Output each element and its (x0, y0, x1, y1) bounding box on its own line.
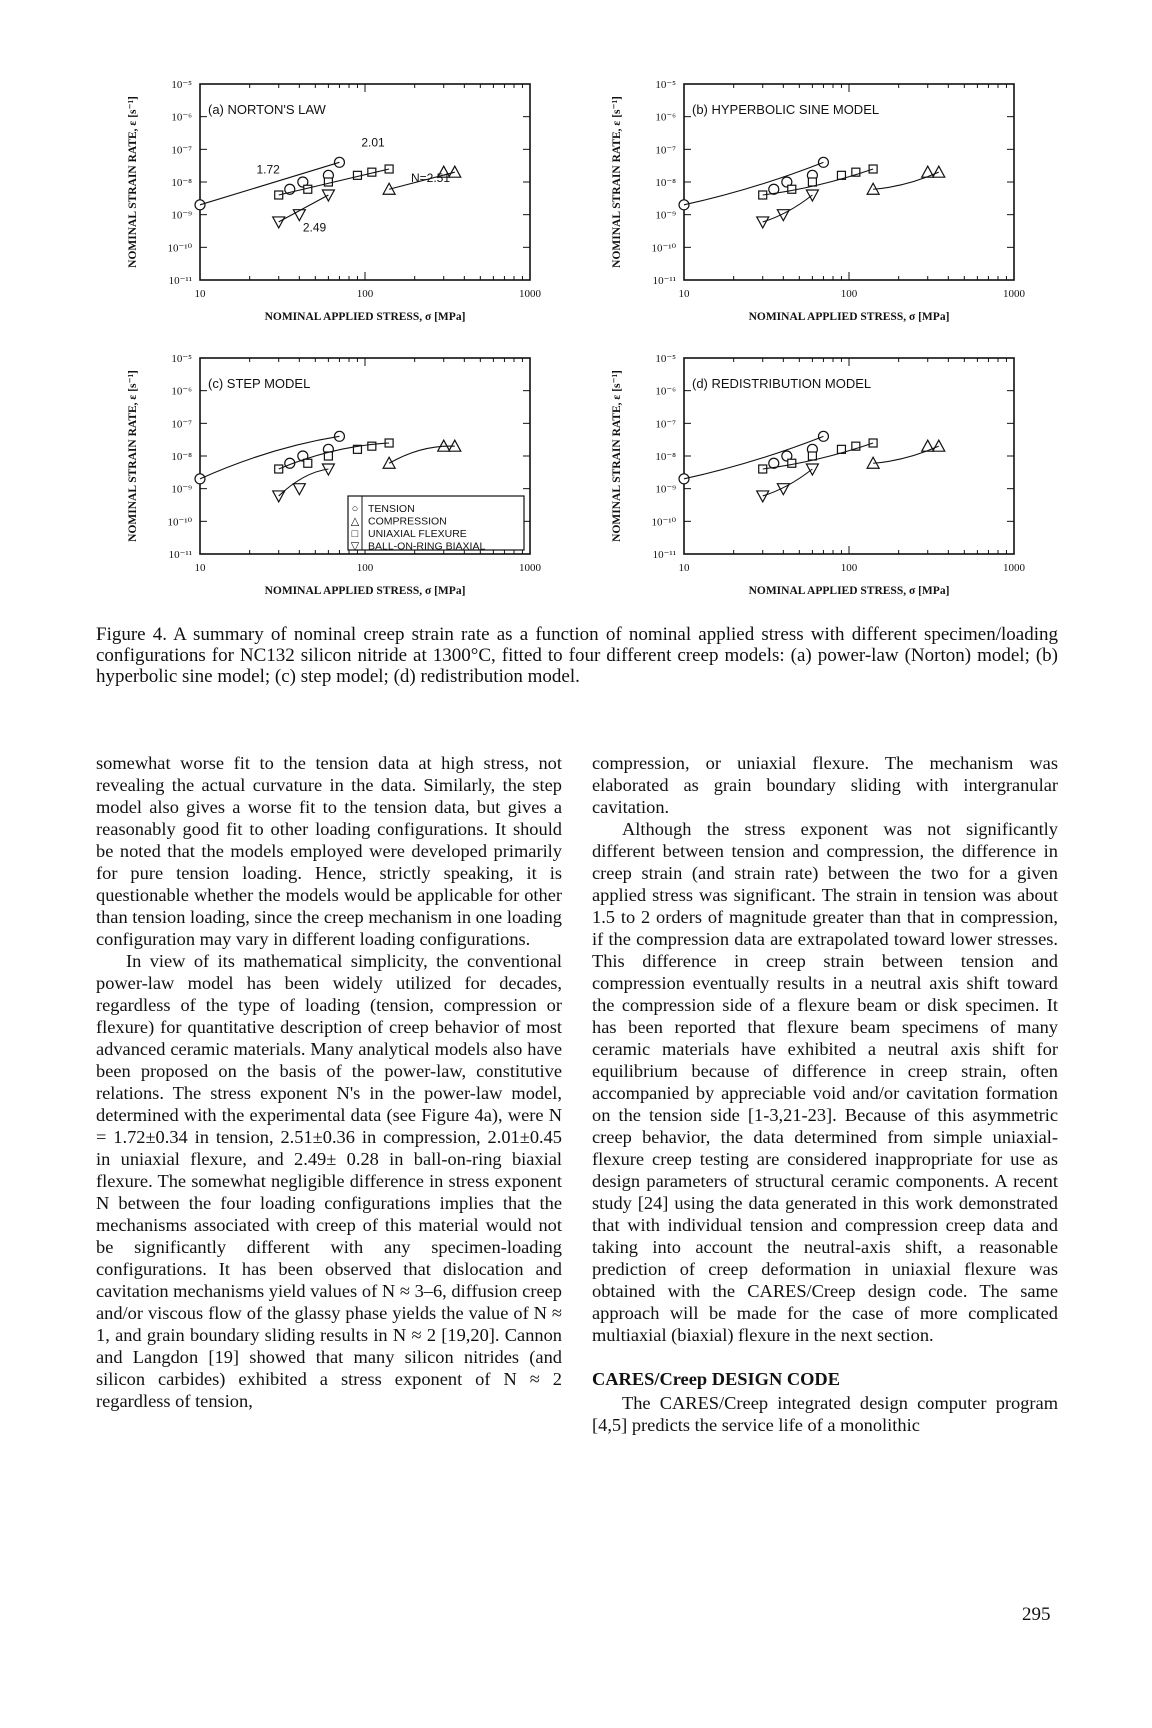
left-paragraph-2: In view of its mathematical simplicity, the conventional power-law model has been widely utilized for decades, regardless of the type of loading (tension, compression or flexure) for quantitative description of creep behavior of most advanced ceramic materials. Many analytical models also have been proposed on the basis of the power-law, constitutive relations. The stress exponent N's in the power-law model, determined with the experimental data (see Figure 4a), were N = 1.72±0.34 in tension, 2.51±0.36 in compression, 2.01±0.45 in uniaxial flexure, and 2.49± 0.28 in ball-on-ring biaxial flexure. The somewhat negligible difference in stress exponent N between the four loading configurations implies that the mechanisms associated with creep of this material would not be significantly different with any specimen-loading configurations. It has been observed that dislocation and cavitation mechanisms yield values of N ≈ 3–6, diffusion creep and/or viscous flow of the glassy phase yields the value of N ≈ 1, and grain boundary sliding results in N ≈ 2 [19,20]. Cannon and Langdon [19] showed that many silicon nitrides (and silicon carbides) exhibited a stress exponent of N ≈ 2 regardless of tension, (96, 951, 562, 1411)
panel-title: (c) STEP MODEL (208, 376, 311, 391)
y-tick-label: 10⁻⁸ (655, 177, 676, 189)
data-point-triangle-up (933, 166, 945, 177)
data-point-square (324, 178, 332, 186)
figure-caption: Figure 4. A summary of nominal creep strain rate as a function of nominal applied stress with different specimen/loading configurations for NC132 silicon nitride at 1300°C, fitted to four different creep models: (a) power-law (Norton) model; (b) hyperbolic sine model; (c) step model; (d) redistribution model. (96, 624, 1058, 687)
y-tick-label: 10⁻⁶ (655, 385, 676, 398)
fit-line (684, 162, 823, 205)
x-tick-label: 10 (194, 562, 206, 574)
panel-title: (b) HYPERBOLIC SINE MODEL (692, 102, 880, 117)
y-tick-label: 10⁻¹¹ (652, 275, 676, 287)
y-tick-label: 10⁻¹¹ (652, 549, 676, 561)
y-tick-label: 10⁻⁸ (171, 451, 192, 463)
section-heading: CARES/Creep DESIGN CODE (592, 1369, 840, 1389)
y-tick-label: 10⁻⁶ (171, 385, 192, 398)
y-tick-label: 10⁻¹⁰ (651, 516, 676, 529)
page-number: 295 (1022, 1604, 1051, 1625)
exponent-label: 1.72 (256, 162, 280, 177)
y-axis-label: NOMINAL STRAIN RATE, ε [s⁻¹] (611, 96, 623, 268)
right-paragraph-3: The CARES/Creep integrated design computer program [4,5] predicts the service life of a monolithic (592, 1393, 1058, 1435)
y-tick-label: 10⁻¹⁰ (651, 242, 676, 255)
exponent-label: 2.49 (302, 220, 327, 235)
y-tick-label: 10⁻⁵ (171, 79, 192, 91)
y-tick-label: 10⁻⁷ (171, 418, 192, 431)
y-tick-label: 10⁻¹¹ (168, 549, 192, 561)
legend-marker: ▽ (350, 540, 360, 553)
left-paragraph-1: somewhat worse fit to the tension data at high stress, not revealing the actual curvature in the data. Similarly, the step model also gives a worse fit to the tension data, but gives a reasonably good fit to other loading configurations. It should be noted that the models employed were developed primarily for pure tension loading. Hence, strictly speaking, it is questionable whether the models would be applicable for other than tension loading, since the creep mechanism in one loading configuration may vary in different loading configurations. (96, 753, 562, 949)
left-column (96, 752, 562, 1412)
data-point-triangle-down (293, 484, 305, 495)
legend (348, 496, 524, 553)
y-tick-label: 10⁻⁹ (171, 209, 192, 222)
y-tick-label: 10⁻⁷ (171, 144, 192, 157)
x-tick-label: 1000 (1003, 288, 1025, 300)
right-paragraph-1: compression, or uniaxial flexure. The mechanism was elaborated as grain boundary sliding with intergranular cavitation. (592, 753, 1058, 817)
x-tick-label: 1000 (519, 562, 541, 574)
x-tick-label: 1000 (1003, 562, 1025, 574)
data-point-square (788, 185, 796, 193)
panel-c (127, 353, 542, 597)
fit-line (763, 469, 813, 496)
x-axis-label: NOMINAL APPLIED STRESS, σ [MPa] (748, 585, 950, 597)
y-tick-label: 10⁻⁷ (655, 144, 676, 157)
y-tick-label: 10⁻⁵ (655, 353, 676, 365)
data-point-square (808, 178, 816, 186)
y-tick-label: 10⁻⁵ (655, 79, 676, 91)
data-point-triangle-up (933, 440, 945, 451)
legend-label: TENSION (368, 503, 415, 515)
panel-a (127, 79, 542, 323)
legend-marker: ○ (351, 503, 359, 515)
x-tick-label: 10 (678, 288, 690, 300)
fit-line (279, 195, 329, 222)
legend-label: BALL-ON-RING BIAXIAL (368, 540, 486, 553)
data-point-square (368, 442, 376, 450)
y-tick-label: 10⁻⁷ (655, 418, 676, 431)
data-point-triangle-up (449, 166, 461, 177)
data-point-triangle-down (757, 217, 769, 228)
y-tick-label: 10⁻¹¹ (168, 275, 192, 287)
fit-line (684, 436, 823, 479)
panel-title: (d) REDISTRIBUTION MODEL (692, 376, 872, 391)
x-tick-label: 100 (840, 562, 858, 574)
x-axis-label: NOMINAL APPLIED STRESS, σ [MPa] (264, 585, 466, 597)
x-axis-label: NOMINAL APPLIED STRESS, σ [MPa] (748, 311, 950, 323)
data-point-triangle-down (273, 217, 285, 228)
fit-line (200, 436, 339, 479)
x-tick-label: 100 (356, 288, 374, 300)
exponent-label: N=2.51 (410, 171, 451, 185)
x-tick-label: 1000 (519, 288, 541, 300)
panel-title: (a) NORTON'S LAW (208, 102, 326, 117)
y-axis-label: NOMINAL STRAIN RATE, ε [s⁻¹] (127, 370, 139, 542)
y-tick-label: 10⁻⁵ (171, 353, 192, 365)
y-tick-label: 10⁻⁸ (655, 451, 676, 463)
data-point-square (808, 452, 816, 460)
data-point-triangle-down (757, 491, 769, 502)
legend-marker: □ (351, 528, 359, 540)
fit-line (763, 195, 813, 222)
y-axis-label: NOMINAL STRAIN RATE, ε [s⁻¹] (611, 370, 623, 542)
x-tick-label: 100 (840, 288, 858, 300)
x-axis-label: NOMINAL APPLIED STRESS, σ [MPa] (264, 311, 466, 323)
legend-marker: △ (350, 515, 360, 528)
panel-b (611, 79, 1026, 323)
y-tick-label: 10⁻¹⁰ (167, 242, 192, 255)
y-tick-label: 10⁻⁶ (171, 111, 192, 124)
data-point-square (304, 459, 312, 467)
legend-label: UNIAXIAL FLEXURE (368, 528, 467, 540)
x-tick-label: 10 (678, 562, 690, 574)
legend-label: COMPRESSION (368, 515, 447, 528)
y-tick-label: 10⁻⁹ (655, 209, 676, 222)
panel-d (611, 353, 1026, 597)
x-tick-label: 100 (356, 562, 374, 574)
right-column (592, 752, 1058, 1436)
y-tick-label: 10⁻⁹ (171, 483, 192, 496)
figure-4 (0, 0, 1152, 620)
exponent-label: 2.01 (361, 135, 385, 150)
y-tick-label: 10⁻¹⁰ (167, 516, 192, 529)
fit-line (279, 469, 329, 496)
right-paragraph-2: Although the stress exponent was not significantly different between tension and compression, the difference in creep strain (and strain rate) between the two for a given applied stress was significant. The strain in tension was about 1.5 to 2 orders of magnitude greater than that in compression, if the compression data are extrapolated toward lower stresses. This difference in creep strain between tension and compression eventually results in a neutral axis shift toward the compression side of a flexure beam or disk specimen. It has been reported that flexure beam specimens of many ceramic materials have exhibited a neutral axis shift for equilibrium because of difference in creep strain, often accompanied by appreciable void and/or cavitation formation on the tension side [1-3,21-23]. Because of this asymmetric creep behavior, the data determined from simple uniaxial-flexure creep testing are considered inappropriate for use as design parameters of structural ceramic components. A recent study [24] using the data generated in this work demonstrated that with individual tension and compression creep data and taking into account the neutral-axis shift, a reasonable prediction of creep deformation in uniaxial flexure was obtained with the CARES/Creep design code. The same approach will be made for the case of more complicated multiaxial (biaxial) flexure in the next section. (592, 819, 1058, 1345)
y-tick-label: 10⁻⁶ (655, 111, 676, 124)
data-point-square (788, 459, 796, 467)
y-tick-label: 10⁻⁹ (655, 483, 676, 496)
y-tick-label: 10⁻⁸ (171, 177, 192, 189)
y-axis-label: NOMINAL STRAIN RATE, ε [s⁻¹] (127, 96, 139, 268)
x-tick-label: 10 (194, 288, 206, 300)
